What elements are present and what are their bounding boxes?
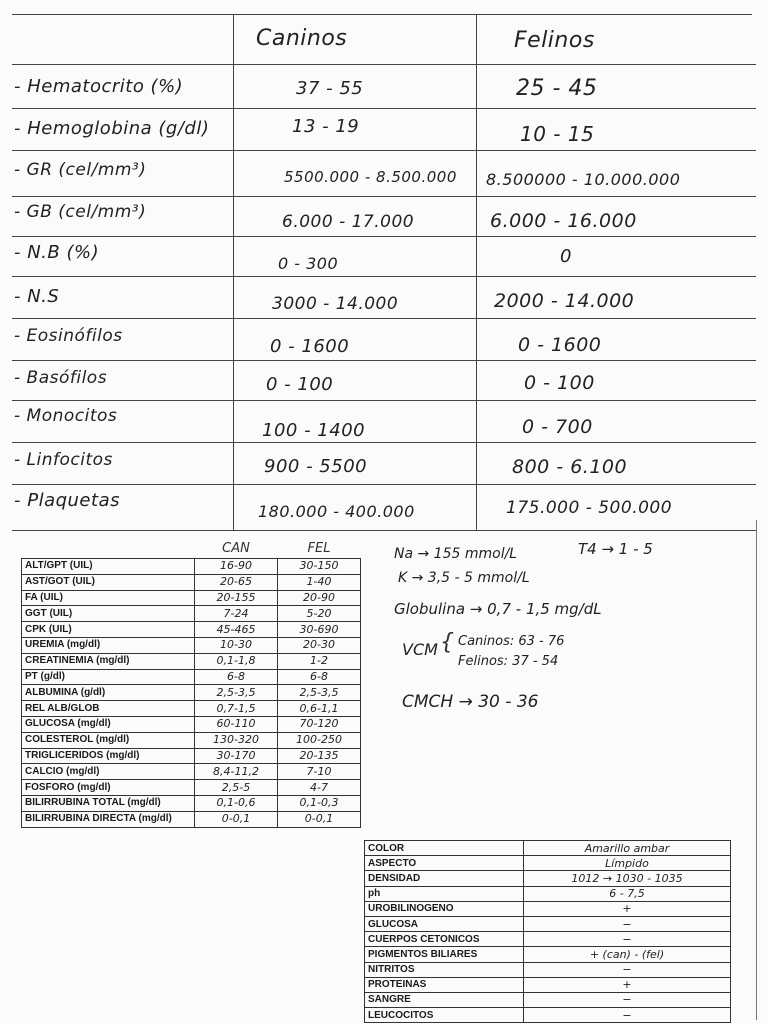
param-label: - Plaquetas: [14, 490, 120, 511]
caninos-value: 0 - 100: [266, 374, 334, 395]
brace-icon: {: [440, 630, 454, 655]
param-label: PT (g/dl): [22, 669, 195, 685]
caninos-value: 100 - 1400: [262, 420, 366, 441]
param-label: BILIRRUBINA DIRECTA (mg/dl): [22, 811, 195, 827]
row-divider: [12, 442, 756, 443]
can-value: 2,5-3,5: [195, 685, 278, 701]
param-label: CALCIO (mg/dl): [22, 764, 195, 780]
urine-value: −: [524, 992, 731, 1007]
table-row: [22, 764, 361, 780]
fel-value: 6-8: [278, 669, 361, 685]
can-value: 60-110: [195, 716, 278, 732]
table-row: [22, 574, 361, 590]
param-label: - N.S: [14, 286, 60, 307]
header-felinos: Felinos: [514, 28, 595, 53]
can-value: 0,7-1,5: [195, 701, 278, 717]
column-divider: [233, 14, 234, 530]
param-label: DENSIDAD: [365, 871, 524, 886]
table-row: [22, 811, 361, 827]
felinos-value: 800 - 6.100: [512, 456, 628, 478]
fel-value: 0,6-1,1: [278, 701, 361, 717]
param-label: COLESTEROL (mg/dl): [22, 732, 195, 748]
param-label: CREATINEMIA (mg/dl): [22, 653, 195, 669]
param-label: FA (UIL): [22, 590, 195, 606]
fel-value: 70-120: [278, 716, 361, 732]
note-t4: T4 → 1 - 5: [578, 540, 653, 558]
param-label: - N.B (%): [14, 242, 100, 263]
param-label: TRIGLICERIDOS (mg/dl): [22, 748, 195, 764]
row-divider: [12, 484, 756, 485]
felinos-value: 25 - 45: [516, 76, 598, 101]
can-value: 45-465: [195, 622, 278, 638]
urine-value: Límpido: [524, 856, 731, 871]
table-row: [22, 685, 361, 701]
urine-value: −: [524, 916, 731, 931]
urine-value: + (can) - (fel): [524, 947, 731, 962]
param-label: - Hemoglobina (g/dl): [14, 118, 210, 139]
fel-value: 7-10: [278, 764, 361, 780]
param-label: - Monocitos: [14, 406, 118, 426]
param-label: CPK (UIL): [22, 622, 195, 638]
param-label: UROBILINOGENO: [365, 901, 524, 916]
fel-value: 20-30: [278, 637, 361, 653]
felinos-value: 0 - 100: [524, 372, 595, 394]
can-value: 2,5-5: [195, 780, 278, 796]
table-row: [22, 637, 361, 653]
can-value: 7-24: [195, 606, 278, 622]
param-label: - Basófilos: [14, 368, 108, 388]
fel-value: 4-7: [278, 780, 361, 796]
table-row: [365, 932, 731, 947]
param-label: GGT (UIL): [22, 606, 195, 622]
param-label: COLOR: [365, 841, 524, 856]
can-value: 0,1-1,8: [195, 653, 278, 669]
caninos-value: 13 - 19: [292, 116, 360, 137]
row-divider: [12, 400, 756, 401]
urine-value: Amarillo ambar: [524, 841, 731, 856]
fel-value: 2,5-3,5: [278, 685, 361, 701]
can-value: 6-8: [195, 669, 278, 685]
fel-value: 1-2: [278, 653, 361, 669]
row-divider: [12, 150, 756, 151]
can-value: 20-65: [195, 574, 278, 590]
table-row: [22, 622, 361, 638]
felinos-value: 175.000 - 500.000: [506, 498, 673, 518]
param-label: CUERPOS CETONICOS: [365, 932, 524, 947]
note-vcm-caninos: Caninos: 63 - 76: [458, 634, 565, 649]
table-row: [365, 1008, 731, 1023]
felinos-value: 0: [560, 246, 572, 267]
param-label: GLUCOSA (mg/dl): [22, 716, 195, 732]
param-label: UREMIA (mg/dl): [22, 637, 195, 653]
table-row: [365, 977, 731, 992]
scan-edge: [756, 520, 757, 1020]
param-label: NITRITOS: [365, 962, 524, 977]
can-value: 0,1-0,6: [195, 795, 278, 811]
caninos-value: 3000 - 14.000: [272, 294, 399, 314]
param-label: FOSFORO (mg/dl): [22, 780, 195, 796]
felinos-value: 10 - 15: [520, 122, 595, 146]
fel-value: 30-690: [278, 622, 361, 638]
header-fel: FEL: [307, 541, 331, 556]
urine-value: 1012 → 1030 - 1035: [524, 871, 731, 886]
can-value: 0-0,1: [195, 811, 278, 827]
param-label: BILIRRUBINA TOTAL (mg/dl): [22, 795, 195, 811]
param-label: ASPECTO: [365, 856, 524, 871]
table-row: [22, 701, 361, 717]
row-divider: [12, 108, 756, 109]
row-divider: [12, 64, 756, 65]
param-label: SANGRE: [365, 992, 524, 1007]
table-row: [365, 871, 731, 886]
urine-value: +: [524, 901, 731, 916]
table-row: [22, 780, 361, 796]
fel-value: 5-20: [278, 606, 361, 622]
table-row: [22, 716, 361, 732]
felinos-value: 8.500000 - 10.000.000: [486, 170, 681, 189]
caninos-value: 900 - 5500: [264, 456, 368, 477]
row-divider: [12, 360, 756, 361]
orina-table: [364, 840, 731, 1023]
table-row: [22, 795, 361, 811]
param-label: PIGMENTOS BILIARES: [365, 947, 524, 962]
param-label: - Eosinófilos: [14, 326, 123, 346]
note-cmch: CMCH → 30 - 36: [402, 692, 539, 712]
table-row: [365, 841, 731, 856]
row-divider: [12, 318, 756, 319]
table-row: [22, 590, 361, 606]
param-label: AST/GOT (UIL): [22, 574, 195, 590]
can-value: 130-320: [195, 732, 278, 748]
note-globulina: Globulina → 0,7 - 1,5 mg/dL: [394, 600, 602, 618]
fel-value: 1-40: [278, 574, 361, 590]
param-label: LEUCOCITOS: [365, 1008, 524, 1023]
felinos-value: 0 - 700: [522, 416, 593, 438]
row-divider: [12, 196, 756, 197]
urine-value: −: [524, 932, 731, 947]
table-row: [365, 856, 731, 871]
row-divider: [12, 530, 756, 531]
fel-value: 30-150: [278, 559, 361, 575]
row-divider: [12, 236, 756, 237]
urine-value: 6 - 7,5: [524, 886, 731, 901]
fel-value: 100-250: [278, 732, 361, 748]
param-label: GLUCOSA: [365, 916, 524, 931]
bioquimica-table: [21, 540, 361, 828]
table-row: [22, 606, 361, 622]
table-row: [365, 992, 731, 1007]
note-sodium: Na → 155 mmol/L: [394, 546, 518, 562]
param-label: PROTEINAS: [365, 977, 524, 992]
column-divider: [476, 14, 477, 530]
param-label: - Hematocrito (%): [14, 76, 184, 97]
header-can: CAN: [222, 541, 250, 556]
param-label: ALBUMINA (g/dl): [22, 685, 195, 701]
urine-value: −: [524, 962, 731, 977]
table-row: [365, 916, 731, 931]
note-potassium: K → 3,5 - 5 mmol/L: [398, 570, 530, 586]
table-row: [22, 732, 361, 748]
can-value: 10-30: [195, 637, 278, 653]
param-label: - GR (cel/mm³): [14, 160, 147, 180]
fel-value: 20-90: [278, 590, 361, 606]
urine-value: +: [524, 977, 731, 992]
row-divider: [12, 276, 756, 277]
caninos-value: 180.000 - 400.000: [258, 502, 415, 521]
table-row: [22, 669, 361, 685]
caninos-value: 0 - 1600: [270, 336, 350, 357]
fel-value: 0-0,1: [278, 811, 361, 827]
param-label: - Linfocitos: [14, 450, 113, 470]
table-row: [22, 653, 361, 669]
param-label: - GB (cel/mm³): [14, 202, 147, 222]
table-row: [365, 962, 731, 977]
fel-value: 20-135: [278, 748, 361, 764]
can-value: 30-170: [195, 748, 278, 764]
caninos-value: 0 - 300: [278, 254, 339, 273]
note-vcm-label: VCM: [402, 640, 438, 659]
param-label: ALT/GPT (UIL): [22, 559, 195, 575]
table-row: [365, 947, 731, 962]
note-vcm-felinos: Felinos: 37 - 54: [458, 654, 559, 669]
felinos-value: 6.000 - 16.000: [490, 210, 637, 232]
caninos-value: 5500.000 - 8.500.000: [284, 168, 457, 186]
param-label: REL ALB/GLOB: [22, 701, 195, 717]
urine-value: −: [524, 1008, 731, 1023]
param-label: ph: [365, 886, 524, 901]
felinos-value: 2000 - 14.000: [494, 290, 635, 312]
can-value: 8,4-11,2: [195, 764, 278, 780]
header-caninos: Caninos: [256, 26, 348, 51]
caninos-value: 6.000 - 17.000: [282, 212, 415, 232]
can-value: 20-155: [195, 590, 278, 606]
can-value: 16-90: [195, 559, 278, 575]
table-row: [365, 886, 731, 901]
felinos-value: 0 - 1600: [518, 334, 602, 356]
table-row: [22, 748, 361, 764]
table-row: [22, 559, 361, 575]
row-divider: [12, 14, 752, 15]
table-row: [365, 901, 731, 916]
caninos-value: 37 - 55: [296, 78, 364, 99]
fel-value: 0,1-0,3: [278, 795, 361, 811]
